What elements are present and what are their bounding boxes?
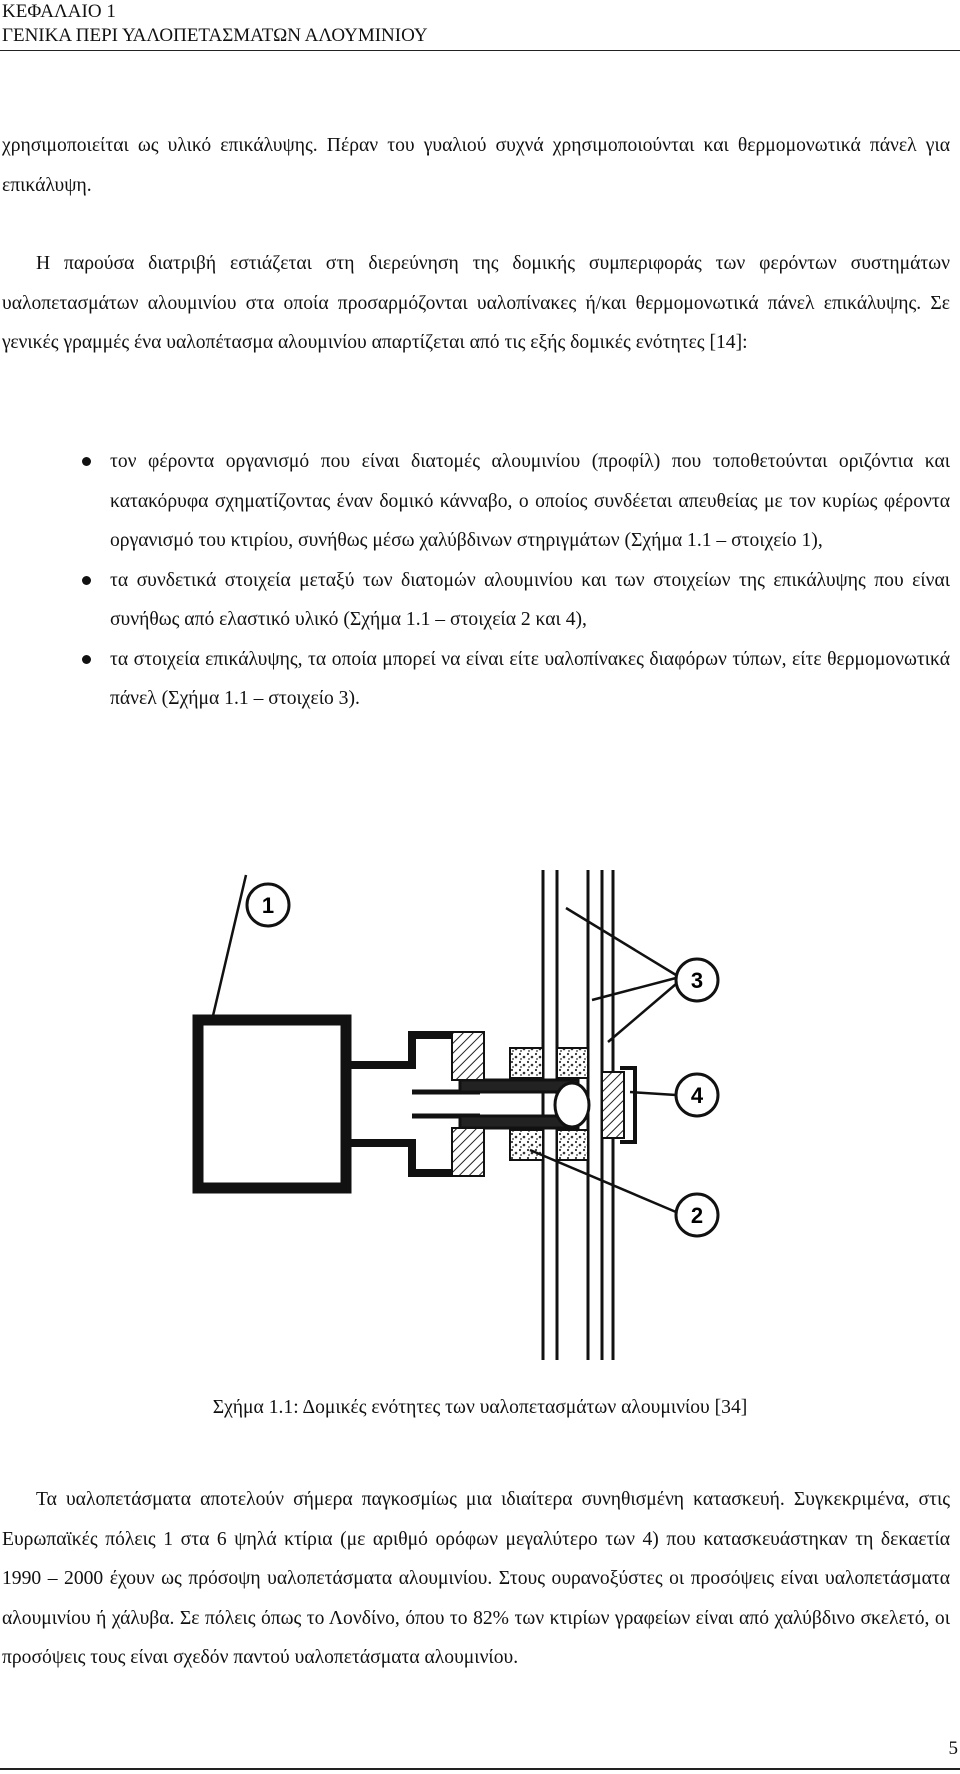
callout-label-3: 3 [690, 968, 704, 993]
bullet-icon [82, 655, 91, 664]
list-item-text: τα στοιχεία επικάλυψης, τα οποία μπορεί να είναι είτε υαλοπίνακες διαφόρων τύπων, είτε θερμομονωτικά πάνελ (Σχήμα 1.1 – στοιχείο 3). [110, 648, 950, 709]
bullet-icon [82, 576, 91, 585]
paragraph-thesis-focus: Η παρούσα διατριβή εστιάζεται στη διερεύνηση της δομικής συμπεριφοράς των φερόντων συστημάτων υαλοπετασμάτων αλουμινίου στα οποία προσαρμόζονται υαλοπίνακες ή/και θερμομονωτικά πάνελ επικάλυψης. Σε γενικές γραμμές ένα υαλοπέτασμα αλουμινίου απαρτίζεται από τις εξής δομικές ενότητες [14]: [2, 253, 950, 353]
structural-units-list [0, 442, 950, 719]
list-item-text: τον φέροντα οργανισμό που είναι διατομές αλουμινίου (προφίλ) που τοποθετούνται οριζόντια και κατακόρυφα σχηματίζοντας έναν δομικό κάνναβο, ο οποίος συνδέεται απευθείας με τον κυρίως φέροντα οργανισμό του κτιρίου, συνήθως μέσω χαλύβδινων στηριγμάτων (Σχήμα 1.1 – στοιχείο 1), [110, 451, 950, 551]
callout-label-1: 1 [261, 893, 275, 918]
figure-curtain-wall-section [190, 860, 830, 1380]
bullet-icon [82, 457, 91, 466]
list-item-text: τα συνδετικά στοιχεία μεταξύ των διατομών αλουμινίου και των στοιχείων της επικάλυψης που είναι συνήθως από ελαστικό υλικό (Σχήμα 1.1 – στοιχεία 2 και 4), [110, 569, 950, 630]
figure-caption: Σχήμα 1.1: Δομικές ενότητες των υαλοπετασμάτων αλουμινίου [34] [212, 1397, 748, 1418]
footer-rule [0, 1768, 960, 1770]
chapter-title: ΓΕΝΙΚΑ ΠΕΡΙ ΥΑΛΟΠΕΤΑΣΜΑΤΩΝ ΑΛΟΥΜΙΝΙΟΥ [2, 25, 428, 46]
list-item [0, 561, 950, 640]
curtain-wall-diagram [190, 860, 830, 1380]
callout-2 [676, 1194, 718, 1236]
callout-4 [676, 1074, 718, 1116]
callout-label-2: 2 [690, 1203, 704, 1228]
paragraph-intro: χρησιμοποιείται ως υλικό επικάλυψης. Πέραν του γυαλιού συχνά χρησιμοποιούνται και θερμομονωτικά πάνελ για επικάλυψη. [2, 135, 950, 196]
list-item [0, 442, 950, 561]
paragraph-closing: Τα υαλοπετάσματα αποτελούν σήμερα παγκοσμίως μια ιδιαίτερα συνηθισμένη κατασκευή. Συγκεκριμένα, στις Ευρωπαϊκές πόλεις 1 στα 6 ψηλά κτίρια (με αριθμό ορόφων μεγαλύτερο των 4) που κατασκευάστηκαν τη δεκαετία 1990 – 2000 έχουν ως πρόσοψη υαλοπετάσματα αλουμινίου. Στους ουρανοξύστες οι προσόψεις είναι υαλοπετάσματα αλουμινίου ή χάλυβα. Σε πόλεις όπως το Λονδίνο, όπου το 82% των κτιρίων γραφείων είναι από χαλύβδινο σκελετό, οι προσόψεις τους είναι σχεδόν παντού υαλοπετάσματα αλουμινίου. [2, 1489, 950, 1668]
callout-label-4: 4 [690, 1083, 704, 1108]
callout-1 [247, 884, 289, 926]
page-number: 5 [948, 1738, 958, 1759]
list-item [0, 640, 950, 719]
chapter-label: ΚΕΦΑΛΑΙΟ 1 [2, 1, 116, 22]
callout-3 [676, 959, 718, 1001]
page-header [0, 0, 960, 51]
